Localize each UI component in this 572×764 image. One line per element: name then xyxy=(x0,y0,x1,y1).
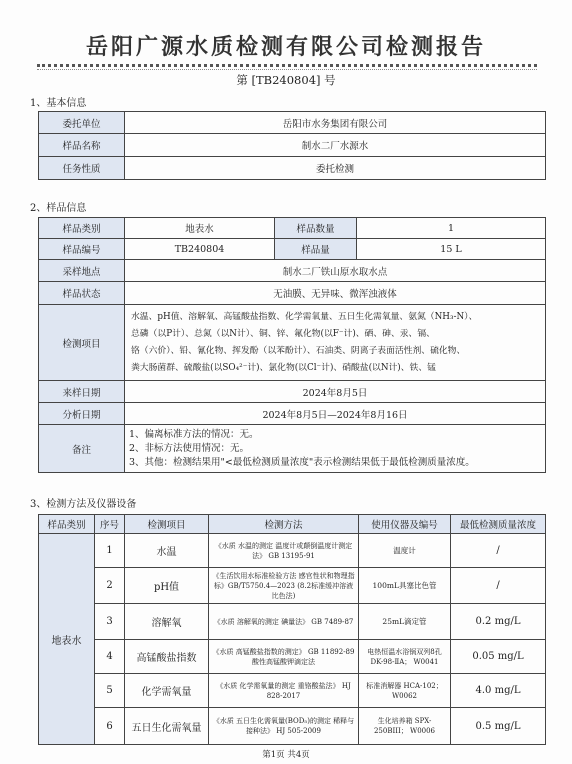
row-method: 《水质 化学需氧量的测定 重铬酸盐法》 HJ 828-2017 xyxy=(209,674,359,708)
table-row xyxy=(39,260,546,282)
row-item: 高锰酸盐指数 xyxy=(125,640,209,674)
table-row xyxy=(39,674,546,708)
row-no: 3 xyxy=(95,604,125,640)
table-row xyxy=(39,282,546,305)
title-divider xyxy=(37,64,537,67)
row-no: 5 xyxy=(95,674,125,708)
table-row xyxy=(39,534,546,568)
table-row xyxy=(39,134,546,157)
notes-value xyxy=(125,425,546,473)
row-limit: / xyxy=(451,568,546,604)
section-basic-info-heading: 1、基本信息 xyxy=(30,98,87,109)
row-no: 6 xyxy=(95,708,125,745)
section-methods-heading: 3、检测方法及仪器设备 xyxy=(30,499,137,510)
note-line: 1、偏离标准方法的情况：无。 xyxy=(129,428,259,440)
report-number: 第 [TB240804] 号 xyxy=(236,73,336,87)
table-row xyxy=(39,403,546,425)
task-type-value: 委托检测 xyxy=(125,157,546,180)
row-limit: 4.0 mg/L xyxy=(451,674,546,708)
col-header-instrument: 使用仪器及编号 xyxy=(359,515,451,534)
test-items-label: 检测项目 xyxy=(39,305,125,381)
location-label: 采样地点 xyxy=(39,260,125,282)
row-method: 《水质 溶解氧的测定 碘量法》 GB 7489-87 xyxy=(209,604,359,640)
col-header-item: 检测项目 xyxy=(125,515,209,534)
category-cell: 地表水 xyxy=(39,534,95,745)
report-title: 岳阳广源水质检测有限公司检测报告 xyxy=(85,35,486,60)
notes-label: 备注 xyxy=(39,425,125,473)
row-limit: / xyxy=(451,534,546,568)
row-item: 化学需氧量 xyxy=(125,674,209,708)
table-row xyxy=(39,305,546,381)
row-instrument: 标准消解器 HCA-102； W0062 xyxy=(359,674,451,708)
sample-amount-label: 样品量 xyxy=(275,239,357,260)
row-limit: 0.05 mg/L xyxy=(451,640,546,674)
location-value: 制水二厂铁山原水取水点 xyxy=(125,260,546,282)
sample-no-value: TB240804 xyxy=(125,239,275,260)
row-method: 《水质 水温的测定 温度计或颠倒温度计测定法》 GB 13195-91 xyxy=(209,534,359,568)
receive-date-value: 2024年8月5日 xyxy=(125,381,546,403)
client-label: 委托单位 xyxy=(39,112,125,134)
row-item: 五日生化需氧量 xyxy=(125,708,209,745)
table-row xyxy=(39,157,546,180)
row-instrument: 电热恒温水浴锅双列8孔 DK-98-ⅡA； W0041 xyxy=(359,640,451,674)
task-type-label: 任务性质 xyxy=(39,157,125,180)
row-no: 2 xyxy=(95,568,125,604)
note-line: 3、其他：检测结果用"<最低检测质量浓度"表示检测结果低于最低检测质量浓度。 xyxy=(129,456,475,468)
row-no: 4 xyxy=(95,640,125,674)
table-row xyxy=(39,381,546,403)
sample-no-label: 样品编号 xyxy=(39,239,125,260)
table-row xyxy=(39,112,546,134)
sample-qty-value: 1 xyxy=(357,218,546,239)
table-header-row xyxy=(39,515,546,534)
col-header-limit: 最低检测质量浓度 xyxy=(451,515,546,534)
row-instrument: 25mL滴定管 xyxy=(359,604,451,640)
sample-qty-label: 样品数量 xyxy=(275,218,357,239)
page-footer: 第1页 共4页 xyxy=(262,750,310,760)
row-item: 水温 xyxy=(125,534,209,568)
sample-info-table xyxy=(38,217,546,473)
sample-type-label: 样品类别 xyxy=(39,218,125,239)
row-instrument: 100mL具塞比色管 xyxy=(359,568,451,604)
test-items-line: 水温、pH值、溶解氧、高锰酸盐指数、化学需氧量、五日生化需氧量、氨氮（NH₃-N）、 xyxy=(131,311,478,322)
table-row xyxy=(39,604,546,640)
analysis-date-value: 2024年8月5日—2024年8月16日 xyxy=(125,403,546,425)
test-items-line: 总磷（以P计）、总氮（以N计）、铜、锌、氟化物(以F⁻计)、硒、砷、汞、镉、 xyxy=(131,328,435,339)
client-value: 岳阳市水务集团有限公司 xyxy=(125,112,546,134)
test-items-line: 铬（六价）、铅、氰化物、挥发酚（以苯酚计）、石油类、阴离子表面活性剂、硫化物、 xyxy=(131,345,466,356)
state-value: 无油膜、无异味、微浑浊液体 xyxy=(125,282,546,305)
analysis-date-label: 分析日期 xyxy=(39,403,125,425)
state-label: 样品状态 xyxy=(39,282,125,305)
row-no: 1 xyxy=(95,534,125,568)
row-instrument: 生化培养箱 SPX-250BIII； W0006 xyxy=(359,708,451,745)
row-method: 《水质 高锰酸盐指数的测定》 GB 11892-89 酸性高锰酸钾滴定法 xyxy=(209,640,359,674)
row-method: 《生活饮用水标准检验方法 感官性状和物理指标》GB/T5750.4—2023 (8.2标准缓冲溶液比色法) xyxy=(209,568,359,604)
col-header-method: 检测方法 xyxy=(209,515,359,534)
table-row xyxy=(39,239,546,260)
row-limit: 0.2 mg/L xyxy=(451,604,546,640)
row-item: 溶解氧 xyxy=(125,604,209,640)
test-items-line: 粪大肠菌群、硫酸盐(以SO₄²⁻计)、氯化物(以Cl⁻计)、硝酸盐(以N计)、铁、锰 xyxy=(131,362,436,373)
table-row xyxy=(39,708,546,745)
sample-name-label: 样品名称 xyxy=(39,134,125,157)
table-row xyxy=(39,640,546,674)
sample-amount-value: 15 L xyxy=(357,239,546,260)
test-items-value xyxy=(125,305,546,381)
row-method: 《水质 五日生化需氧量(BOD₅)的测定 稀释与接种法》 HJ 505-2009 xyxy=(209,708,359,745)
sample-name-value: 制水二厂水源水 xyxy=(125,134,546,157)
methods-table xyxy=(38,514,546,745)
table-row xyxy=(39,218,546,239)
row-item: pH值 xyxy=(125,568,209,604)
receive-date-label: 来样日期 xyxy=(39,381,125,403)
table-row xyxy=(39,425,546,473)
row-limit: 0.5 mg/L xyxy=(451,708,546,745)
sample-type-value: 地表水 xyxy=(125,218,275,239)
basic-info-table xyxy=(38,111,546,180)
title-divider-thin xyxy=(37,69,537,70)
section-sample-info-heading: 2、样品信息 xyxy=(30,203,87,214)
table-row xyxy=(39,568,546,604)
col-header-no: 序号 xyxy=(95,515,125,534)
row-instrument: 温度计 xyxy=(359,534,451,568)
note-line: 2、非标方法使用情况：无。 xyxy=(129,442,250,454)
col-header-category: 样品类别 xyxy=(39,515,95,534)
